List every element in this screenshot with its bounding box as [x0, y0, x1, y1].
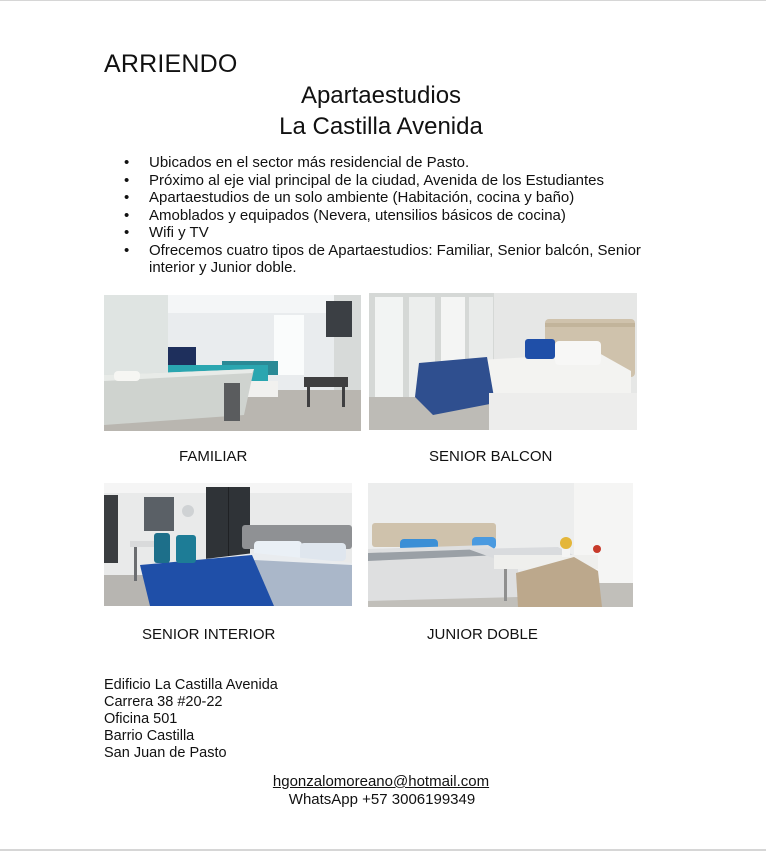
feature-item: • Ubicados en el sector más residencial de Pasto. — [104, 154, 664, 172]
junior-doble-caption: JUNIOR DOBLE — [427, 626, 538, 643]
address-line: Carrera 38 #20-22 — [104, 694, 223, 710]
whatsapp-text: WhatsApp +57 3006199349 — [288, 791, 476, 808]
familiar-photo — [104, 295, 361, 431]
whatsapp-contact — [0, 791, 766, 808]
address-block — [104, 677, 278, 762]
page-title: Apartaestudios — [300, 82, 462, 109]
address-line: Oficina 501 — [104, 711, 178, 727]
address-line: Edificio La Castilla Avenida — [104, 677, 278, 693]
feature-item: • Apartaestudios de un solo ambiente (Habitación, cocina y baño) — [104, 189, 664, 207]
address-line: Barrio Castilla — [104, 728, 195, 744]
familiar-caption: FAMILIAR — [179, 448, 248, 465]
feature-item: • Próximo al eje vial principal de la ciudad, Avenida de los Estudiantes — [104, 172, 664, 190]
feature-item: • Amoblados y equipados (Nevera, utensilios básicos de cocina) — [104, 207, 664, 225]
feature-item: • Wifi y TV — [104, 224, 664, 242]
senior-interior-photo — [104, 483, 352, 606]
email-text[interactable]: hgonzalomoreano@hotmail.com — [272, 773, 490, 790]
feature-item: • Ofrecemos cuatro tipos de Apartaestudios: Familiar, Senior balcón, Senior interior y Junior doble. — [104, 242, 664, 277]
address-line: San Juan de Pasto — [104, 745, 227, 761]
senior-interior-caption: SENIOR INTERIOR — [142, 626, 276, 643]
email-link[interactable] — [0, 773, 766, 790]
senior-balcon-caption: SENIOR BALCON — [429, 448, 553, 465]
page-subtitle: La Castilla Avenida — [279, 113, 483, 140]
junior-doble-photo — [368, 483, 633, 607]
feature-list — [104, 154, 664, 277]
top-border — [0, 0, 766, 1]
senior-balcon-photo — [369, 293, 637, 430]
page-heading: ARRIENDO — [104, 50, 238, 78]
